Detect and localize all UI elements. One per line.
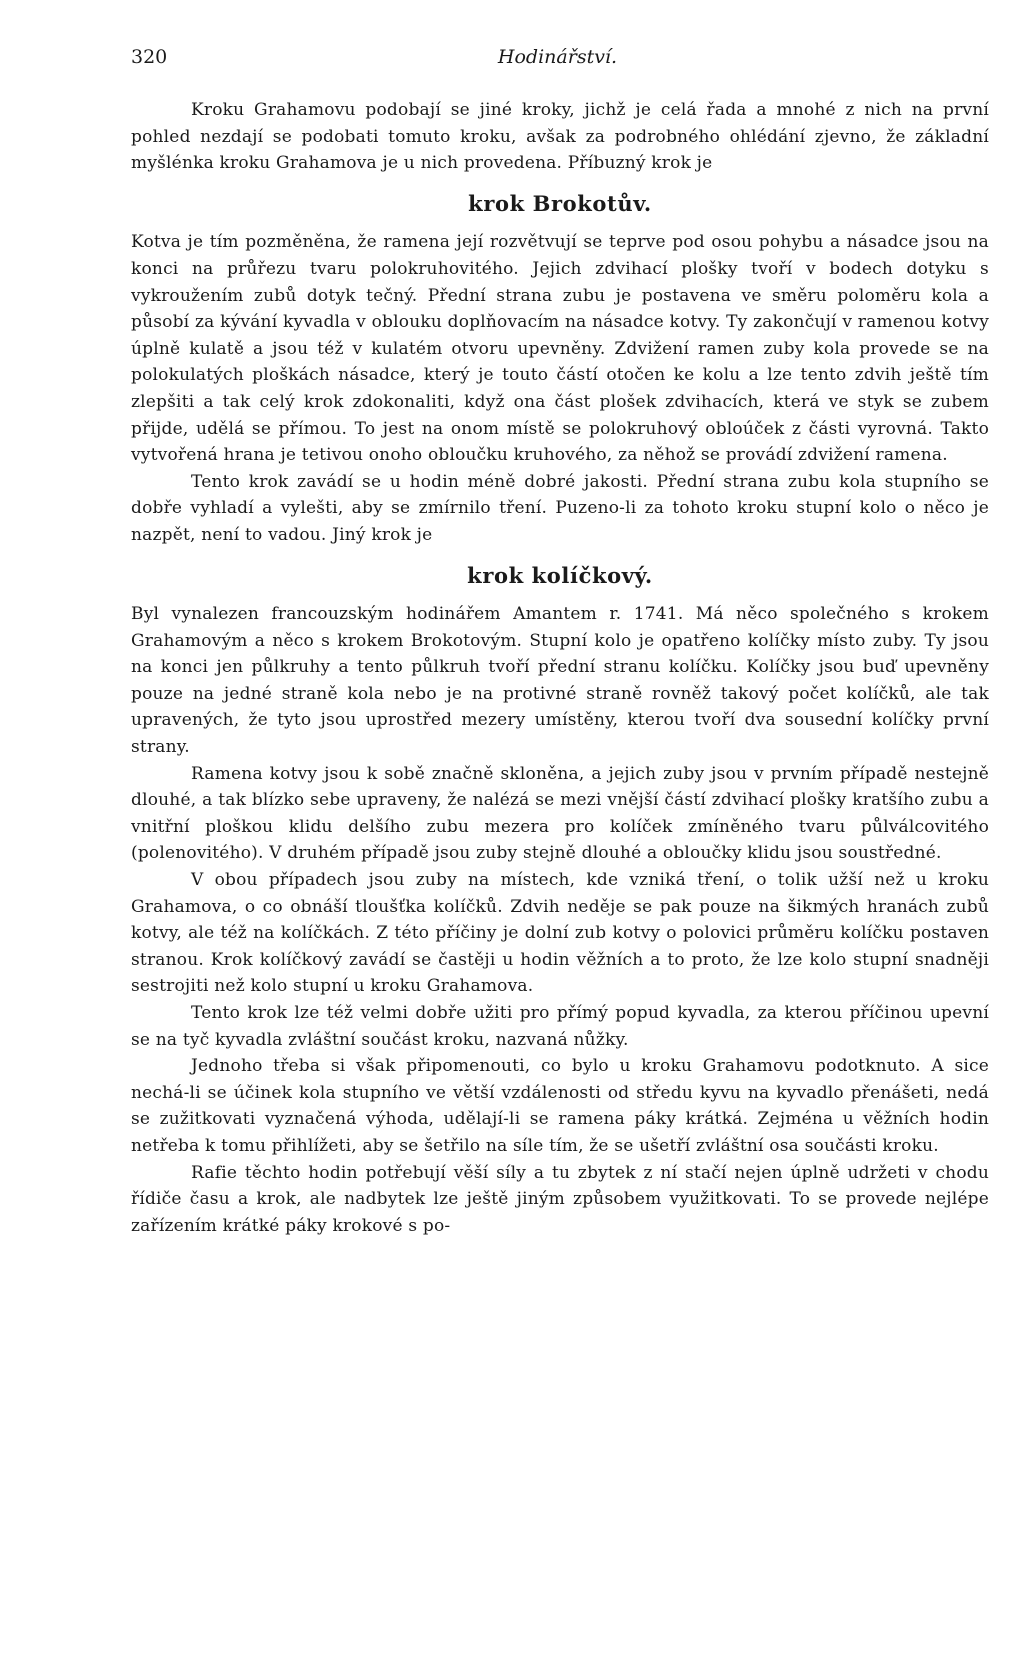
running-title: Hodinářství.: [497, 46, 618, 68]
paragraph-1: Kroku Grahamovu podobají se jiné kroky, jichž je celá řada a mnohé z nich na první pohled nezdají se podobati tomuto kroku, avšak za podrobného ohlédání zjevno, že základní myšlénka kroku Grahamova je u nich provedena. Příbuzný krok je: [131, 100, 989, 174]
paragraph-4: Byl vynalezen francouzským hodinářem Amantem r. 1741. Má něco společného s krokem Grahamovým a něco s krokem Brokotovým. Stupní kolo je opatřeno kolíčky místo zuby. Ty jsou na konci jen půlkruhy a tento půlkruh tvoří přední stranu kolíčku. Kolíčky jsou buď upevněny pouze na jedné straně kola nebo je na protivné straně rovněž takový počet kolíčků, ale tak upravených, že tyto jsou uprostřed mezery umístěny, kterou tvoří dva sousední kolíčky první strany.: [131, 604, 989, 758]
paragraph-5: Ramena kotvy jsou k sobě značně skloněna, a jejich zuby jsou v prvním případě nestejně dlouhé, a tak blízko sebe upraveny, že nalézá se mezi vnější částí zdvihací plošky kratšího zubu a vnitřní ploškou klidu delšího zubu mezera pro kolíček zmíněného tvaru půlválcovitého (polenovitého). V druhém případě jsou zuby stejně dlouhé a obloučky klidu jsou soustředné.: [131, 763, 989, 864]
paragraph-7: Tento krok lze též velmi dobře užiti pro přímý popud kyvadla, za kterou příčinou upevní se na tyč kyvadla zvláštní součást kroku, nazvaná nůžky.: [131, 1003, 989, 1050]
page-body: [131, 97, 989, 1239]
paragraph-9: Rafie těchto hodin potřebují věší síly a tu zbytek z ní stačí nejen úplně udržeti v chodu řídiče času a krok, ale nadbytek lze ještě jiným způsobem využitkovati. To se provede nejlépe zařízením krátké páky krokové s po-: [131, 1162, 989, 1236]
page-number: 320: [131, 46, 168, 68]
paragraph-6: V obou případech jsou zuby na místech, kde vzniká tření, o tolik užší než u kroku Grahamova, o co obnáší tloušťka kolíčků. Zdvih neděje se pak pouze na šikmých hranách zubů kotvy, ale též na kolíčkách. Z této příčiny je dolní zub kotvy o polovici průměru kolíčku postaven stranou. Krok kolíčkový zavádí se častěji u hodin věžních a to proto, že lze kolo stupní snadněji sestrojiti než kolo stupní u kroku Grahamova.: [131, 870, 989, 997]
section-heading-krok-brokotuv: krok Brokotův.: [468, 190, 652, 216]
section-heading-krok-kolickovy: krok kolíčkový.: [467, 562, 653, 588]
paragraph-8: Jednoho třeba si však připomenouti, co bylo u kroku Grahamovu podotknuto. A sice nechá-li se účinek kola stupního ve větší vzdálenosti od středu kyvu na kyvadlo přenášeti, nedá se zužitkovati vyznačená výhoda, udělají-li se ramena páky krátká. Zejména u věžních hodin netřeba k tomu přihlížeti, aby se šetřilo na síle tím, že se ušetří zvláštní osa součásti kroku.: [131, 1056, 989, 1156]
paragraph-3: Tento krok zavádí se u hodin méně dobré jakosti. Přední strana zubu kola stupního se dobře vyhladí a vylešti, aby se zmírnilo tření. Puzeno-li za tohoto kroku stupní kolo o něco je nazpět, není to vadou. Jiný krok je: [131, 471, 989, 545]
paragraph-2: Kotva je tím pozměněna, že ramena její rozvětvují se teprve pod osou pohybu a násadce jsou na konci na průřezu tvaru polokruhovitého. Jejich zdvihací plošky tvoří v bodech dotyku s vykroužením zubů dotyk tečný. Přední strana zubu je postavena ve směru poloměru kola a působí za kývání kyvadla v oblouku doplňovacím na násadce kotvy. Ty zakončují v ramenou kotvy úplně kulatě a jsou též v kulatém otvoru upevněny. Zdvižení ramen zuby kola provede se na polokulatých ploškách násadce, který je touto částí otočen ke kolu a lze tento zdvih ještě tím zlepšiti a tak celý krok zdokonaliti, když ona část plošek zdvihacích, která ve styk se zubem přijde, udělá se přímou. To jest na onom místě se polokruhový obloúček z části vyrovná. Takto vytvořená hrana je tetivou onoho obloučku kruhového, za něhož se provádí zdvižení ramena.: [131, 232, 989, 466]
page-header: [131, 46, 984, 76]
